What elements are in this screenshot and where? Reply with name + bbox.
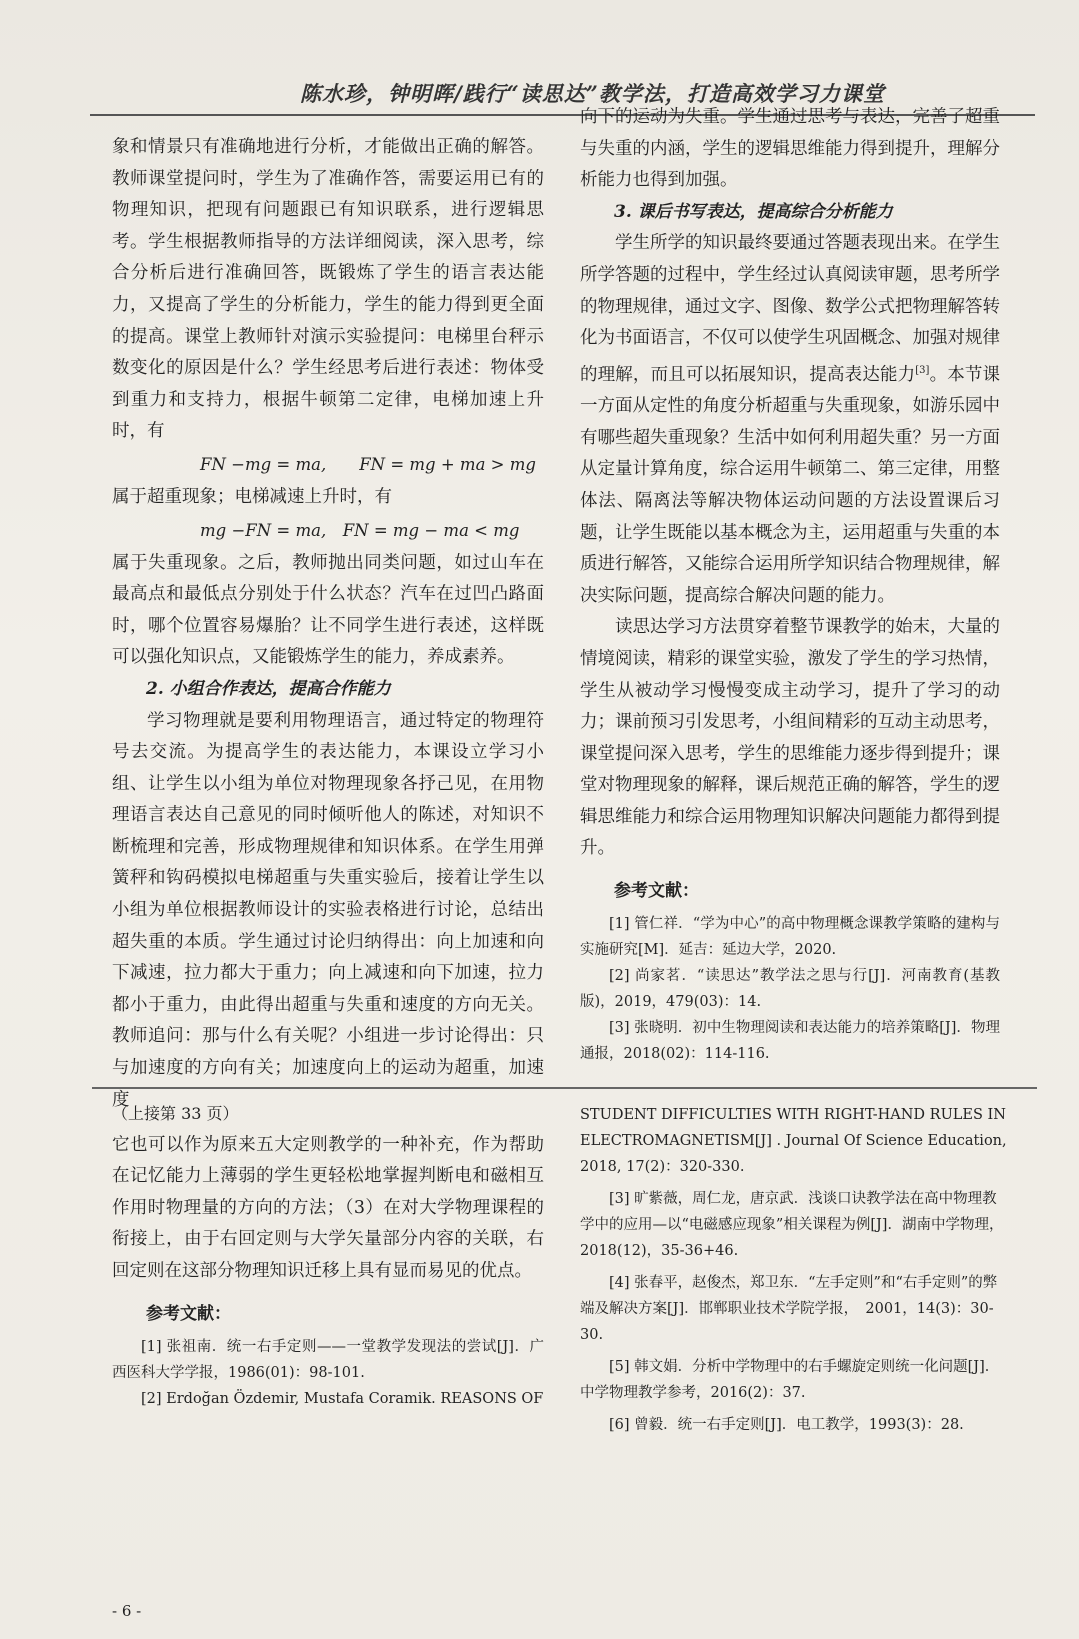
paragraph-text: 。本节课一方面从定性的角度分析超重与失重现象，如游乐园中有哪些超失重现象？生活中如何利用超失重？另一方面从定量计算角度，综合运用牛顿第二、第三定律，用整体法、隔离法等解决物体运动问题的方法设置课后习题，让学生既能以基本概念为主，运用超重与失重的本质进行解答，又能综合运用所学知识结合物理规律，解决实际问题，提高综合解决问题的能力。 (580, 364, 1001, 606)
paragraph: 象和情景只有准确地进行分析，才能做出正确的解答。教师课堂提问时，学生为了准确作答，需要运用已有的物理知识，把现有问题跟已有知识联系，进行逻辑思考。学生根据教师指导的方法详细阅读，深入思考，综合分析后进行准确回答，既锻炼了学生的语言表达能力，又提高了学生的分析能力，学生的能力得到更全面的提高。课堂上教师针对演示实验提问：电梯里台秤示数变化的原因是什么？学生经思考后进行表述：物体受到重力和支持力，根据牛顿第二定律，电梯加速上升时，有 (112, 137, 544, 442)
section-heading: 3. 课后书写表达，提高综合分析能力 (614, 201, 893, 222)
formula-weightless: mg −FN = ma, FN = mg − ma < mg (200, 520, 520, 540)
continued-note: （上接第 33 页） (112, 1104, 239, 1123)
paragraph: 向下的运动为失重。学生通过思考与表达，完善了超重与失重的内涵，学生的逻辑思维能力得到提升，理解分析能力也得到加强。 (580, 107, 1000, 191)
reference-item: [1] 管仁祥．“学为中心”的高中物理概念课教学策略的建构与实施研究[M]．延吉：延边大学，2020. (580, 916, 1000, 959)
section-divider (92, 1087, 1037, 1089)
paragraph: 属于失重现象。之后，教师抛出同类问题，如过山车在最高点和最低点分别处于什么状态？汽车在过凹凸路面时，哪个位置容易爆胎？让不同学生进行表述，这样既可以强化知识点，又能锻炼学生的能力，养成素养。 (112, 552, 544, 668)
reference-item: [3] 张晓明．初中生物理阅读和表达能力的培养策略[J]．物理通报，2018(02)：114-116. (580, 1020, 1000, 1063)
reference-item: [2] Erdoğan Özdemir, Mustafa Coramik. REASONS OF (141, 1390, 544, 1407)
reference-item: [6] 曾毅．统一右手定则[J]．电工教学，1993(3)：28. (609, 1417, 964, 1433)
reference-item: [1] 张祖南．统一右手定则——一堂教学发现法的尝试[J]．广西医科大学学报，1986(01)：98-101. (112, 1338, 544, 1381)
section-heading: 2. 小组合作表达，提高合作能力 (146, 678, 391, 699)
reference-item: [5] 韩文娟．分析中学物理中的右手螺旋定则统一化问题[J]．中学物理教学参考，2016(2)：37. (580, 1359, 1000, 1401)
paragraph-text: 学生所学的知识最终要通过答题表现出来。在学生所学答题的过程中，学生经过认真阅读审题，思考所学的物理规律，通过文字、图像、数学公式把物理解答转化为书面语言，不仅可以使学生巩固概念、加强对规律的理解，而且可以拓展知识，提高表达能力 (580, 233, 1000, 385)
references-title: 参考文献： (146, 1303, 231, 1324)
paragraph: 属于超重现象；电梯减速上升时，有 (112, 486, 392, 507)
continued-left-column (112, 1098, 544, 1412)
left-column (112, 132, 544, 1116)
citation: [3] (915, 364, 930, 376)
formula-overweight: FN −mg = ma, FN = mg + ma > mg (200, 454, 536, 474)
reference-item: [2] 尚家茗．“读思达”教学法之思与行[J]．河南教育(基教版)，2019，479(03)：14. (580, 968, 1000, 1011)
paragraph: 学习物理就是要利用物理语言，通过特定的物理符号去交流。为提高学生的表达能力，本课设立学习小组、让学生以小组为单位对物理现象各抒己见，在用物理语言表达自己意见的同时倾听他人的陈述，对知识不断梳理和完善，形成物理规律和知识体系。在学生用弹簧秤和钩码模拟电梯超重与失重实验后，接着让学生以小组为单位根据教师设计的实验表格进行讨论，总结出超失重的本质。学生通过讨论归纳得出：向上加速和向下减速，拉力都大于重力；向上减速和向下加速，拉力都小于重力，由此得出超重与失重和速度的方向无关。教师追问：那与什么有关呢？小组进一步讨论得出：只与加速度的方向有关；加速度向上的运动为超重，加速度 (112, 710, 544, 1110)
reference-item: [4] 张春平，赵俊杰，郑卫东．“左手定则”和“右手定则”的弊端及解决方案[J]．邯郸职业技术学院学报， 2001，14(3)：30-30. (580, 1275, 998, 1343)
paragraph (580, 228, 1000, 612)
reference-item: [3] 旷紫薇，周仁龙，唐京武．浅谈口诀教学法在高中物理教学中的应用—以“电磁感应现象”相关课程为例[J]．湖南中学物理，2018(12)，35-36+46. (580, 1191, 1004, 1259)
reference-item: STUDENT DIFFICULTIES WITH RIGHT-HAND RULES IN ELECTROMAGNETISM[J] . Journal Of Science Education, 2018, 17(2)：320-330. (580, 1107, 1007, 1175)
references-title: 参考文献： (614, 881, 699, 902)
continued-right-column (580, 1102, 1010, 1444)
right-column (580, 102, 1000, 1067)
paragraph: 它也可以作为原来五大定则教学的一种补充，作为帮助在记忆能力上薄弱的学生更轻松地掌握判断电和磁相互作用时物理量的方向的方法；（3）在对大学物理课程的衔接上，由于右回定则与大学矢量部分内容的关联，右回定则在这部分物理知识迁移上具有显而易见的优点。 (112, 1134, 544, 1281)
page-number: - 6 - (112, 1602, 142, 1620)
running-header: 陈水珍，钟明晖/践行“读思达”教学法，打造高效学习力课堂 (300, 81, 885, 106)
paragraph: 读思达学习方法贯穿着整节课教学的始末，大量的情境阅读，精彩的课堂实验，激发了学生的学习热情，学生从被动学习慢慢变成主动学习，提升了学习的动力；课前预习引发思考，小组间精彩的互动主动思考，课堂提问深入思考，学生的思维能力逐步得到提升；课堂对物理现象的解释，课后规范正确的解答，学生的逻辑思维能力和综合运用物理知识解决问题能力都得到提升。 (580, 617, 1000, 859)
